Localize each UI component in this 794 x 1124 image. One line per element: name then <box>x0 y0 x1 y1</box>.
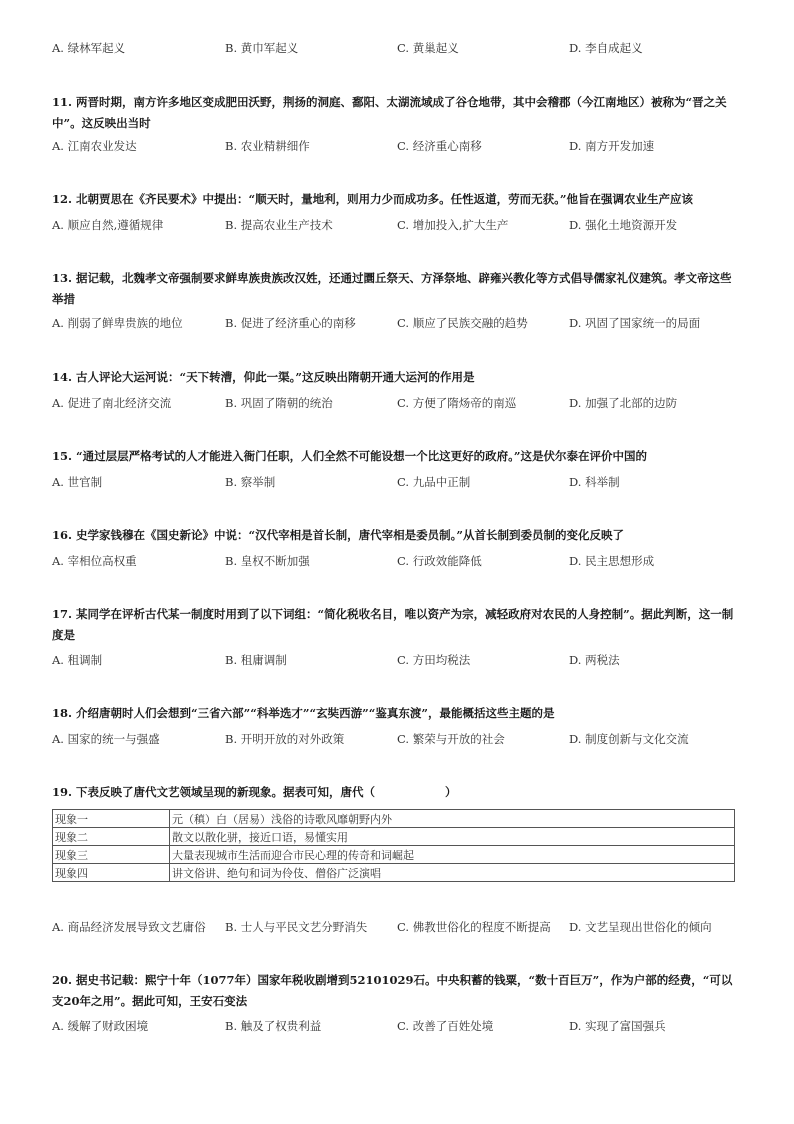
q16-option-b[interactable]: B. 皇权不断加强 <box>225 554 310 568</box>
q18-text: 介绍唐朝时人们会想到“三省六部”“科举选才”“玄奘西游”“鉴真东渡”，最能概括这些主题的是 <box>76 706 555 720</box>
q12-option-c[interactable]: C. 增加投入,扩大生产 <box>397 218 509 232</box>
table-row <box>53 828 735 846</box>
q19-option-c[interactable]: C. 佛教世俗化的程度不断提高 <box>397 920 551 934</box>
q15-option-b[interactable]: B. 察举制 <box>225 475 276 489</box>
q10-option-c[interactable]: C. 黄巢起义 <box>397 41 459 55</box>
q19-phenomena-table <box>52 809 735 882</box>
q12-option-d[interactable]: D. 强化土地资源开发 <box>569 218 678 232</box>
q12-option-b[interactable]: B. 提高农业生产技术 <box>225 218 333 232</box>
q14-options <box>52 395 752 413</box>
q16-option-c[interactable]: C. 行政效能降低 <box>397 554 482 568</box>
q20-option-d[interactable]: D. 实现了富国强兵 <box>569 1019 666 1033</box>
q18-options <box>52 731 752 749</box>
q19-text-close: ） <box>445 785 457 799</box>
q20-stem <box>52 970 742 1012</box>
q20-options <box>52 1018 752 1036</box>
table-cell-value: 讲文俗讲、绝句和词为伶伎、僧俗广泛演唱 <box>170 864 735 882</box>
q11-option-c[interactable]: C. 经济重心南移 <box>397 139 482 153</box>
q17-option-c[interactable]: C. 方田均税法 <box>397 653 471 667</box>
q13-option-c[interactable]: C. 顺应了民族交融的趋势 <box>397 316 528 330</box>
table-row <box>53 810 735 828</box>
q15-text: “通过层层严格考试的人才能进入衙门任职，人们全然不可能设想一个比这更好的政府。”这是伏尔泰在评价中国的 <box>76 449 648 463</box>
q14-text: 古人评论大运河说：“天下转漕，仰此一渠。”这反映出隋朝开通大运河的作用是 <box>76 370 475 384</box>
q17-text: 某同学在评析古代某一制度时用到了以下词组：“简化税收名目，唯以资产为宗，减轻政府对农民的人身控制”。据此判断，这一制度是 <box>52 607 734 642</box>
q11-option-d[interactable]: D. 南方开发加速 <box>569 139 655 153</box>
q20-option-c[interactable]: C. 改善了百姓处境 <box>397 1019 494 1033</box>
q13-text: 据记载，北魏孝文帝强制要求鲜卑族贵族改汉姓，还通过圜丘祭天、方泽祭地、辟雍兴教化等方式倡导儒家礼仪建筑。孝文帝这些举措 <box>52 271 732 306</box>
q16-stem <box>52 525 742 546</box>
q16-option-d[interactable]: D. 民主思想形成 <box>569 554 655 568</box>
q16-option-a[interactable]: A. 宰相位高权重 <box>52 554 137 568</box>
q19-option-d[interactable]: D. 文艺呈现出世俗化的倾向 <box>569 920 712 934</box>
q17-options <box>52 652 752 670</box>
q17-option-a[interactable]: A. 租调制 <box>52 653 103 667</box>
q20-option-b[interactable]: B. 触及了权贵利益 <box>225 1019 322 1033</box>
table-row <box>53 846 735 864</box>
q19-options <box>52 919 752 937</box>
q18-stem <box>52 703 742 724</box>
table-cell-value: 散文以散化骈，接近口语，易懂实用 <box>170 828 735 846</box>
q18-option-a[interactable]: A. 国家的统一与强盛 <box>52 732 160 746</box>
q17-option-d[interactable]: D. 两税法 <box>569 653 620 667</box>
q10-option-a[interactable]: A. 绿林军起义 <box>52 41 126 55</box>
q12-text: 北朝贾思在《齐民要术》中提出：“顺天时，量地利，则用力少而成功多。任性返道，劳而无获。”他旨在强调农业生产应该 <box>76 192 694 206</box>
q12-options <box>52 217 752 235</box>
q19-text: 下表反映了唐代文艺领域呈现的新现象。据表可知，唐代（ <box>76 785 376 799</box>
q19-stem <box>52 782 742 803</box>
q11-text: 两晋时期，南方许多地区变成肥田沃野，荆扬的洞庭、鄱阳、太湖流域成了谷仓地带，其中会稽郡（今江南地区）被称为“晋之关中”。这反映出当时 <box>52 95 727 130</box>
q17-option-b[interactable]: B. 租庸调制 <box>225 653 287 667</box>
q15-option-d[interactable]: D. 科举制 <box>569 475 620 489</box>
q11-stem <box>52 92 742 134</box>
q19-number: 19. <box>52 785 73 799</box>
q13-option-b[interactable]: B. 促进了经济重心的南移 <box>225 316 356 330</box>
q15-option-c[interactable]: C. 九品中正制 <box>397 475 471 489</box>
q17-number: 17. <box>52 607 73 621</box>
table-cell-key: 现象一 <box>53 810 170 828</box>
q20-number: 20. <box>52 973 73 987</box>
q12-stem <box>52 189 742 210</box>
q13-stem <box>52 268 742 310</box>
q15-options <box>52 474 752 492</box>
table-cell-value: 大量表现城市生活而迎合市民心理的传奇和词崛起 <box>170 846 735 864</box>
q16-options <box>52 553 752 571</box>
q20-text: 据史书记载：熙宁十年（1077年）国家年税收剧增到52101029石。中央积蓄的钱粟，“数十百巨万”，作为户部的经费，“可以支20年之用”。据此可知，王安石变法 <box>52 973 733 1008</box>
q15-number: 15. <box>52 449 73 463</box>
q14-number: 14. <box>52 370 73 384</box>
q11-options <box>52 138 752 156</box>
q14-option-a[interactable]: A. 促进了南北经济交流 <box>52 396 172 410</box>
q13-option-a[interactable]: A. 削弱了鲜卑贵族的地位 <box>52 316 183 330</box>
q14-stem <box>52 367 742 388</box>
q13-options <box>52 315 752 333</box>
q11-number: 11. <box>52 95 73 109</box>
q14-option-b[interactable]: B. 巩固了隋朝的统治 <box>225 396 333 410</box>
table-cell-key: 现象三 <box>53 846 170 864</box>
q11-option-a[interactable]: A. 江南农业发达 <box>52 139 137 153</box>
q18-option-b[interactable]: B. 开明开放的对外政策 <box>225 732 345 746</box>
q15-stem <box>52 446 742 467</box>
q10-option-d[interactable]: D. 李自成起义 <box>569 41 643 55</box>
q18-number: 18. <box>52 706 73 720</box>
q18-option-c[interactable]: C. 繁荣与开放的社会 <box>397 732 505 746</box>
q14-option-d[interactable]: D. 加强了北部的边防 <box>569 396 678 410</box>
q19-option-a[interactable]: A. 商品经济发展导致文艺庸俗 <box>52 920 206 934</box>
q10-option-b[interactable]: B. 黄巾军起义 <box>225 41 299 55</box>
q20-option-a[interactable]: A. 缓解了财政困境 <box>52 1019 149 1033</box>
q15-option-a[interactable]: A. 世官制 <box>52 475 103 489</box>
table-row <box>53 864 735 882</box>
table-cell-key: 现象二 <box>53 828 170 846</box>
q19-option-b[interactable]: B. 士人与平民文艺分野消失 <box>225 920 368 934</box>
q12-option-a[interactable]: A. 顺应自然,遵循规律 <box>52 218 164 232</box>
q10-options <box>52 40 752 58</box>
q18-option-d[interactable]: D. 制度创新与文化交流 <box>569 732 689 746</box>
q11-option-b[interactable]: B. 农业精耕细作 <box>225 139 310 153</box>
q13-number: 13. <box>52 271 73 285</box>
table-cell-value: 元（稹）白（居易）浅俗的诗歌风靡朝野内外 <box>170 810 735 828</box>
q13-option-d[interactable]: D. 巩固了国家统一的局面 <box>569 316 701 330</box>
q12-number: 12. <box>52 192 73 206</box>
q16-number: 16. <box>52 528 73 542</box>
q14-option-c[interactable]: C. 方便了隋炀帝的南巡 <box>397 396 517 410</box>
table-cell-key: 现象四 <box>53 864 170 882</box>
q17-stem <box>52 604 742 646</box>
q16-text: 史学家钱穆在《国史新论》中说：“汉代宰相是首长制，唐代宰相是委员制。”从首长制到委员制的变化反映了 <box>76 528 625 542</box>
